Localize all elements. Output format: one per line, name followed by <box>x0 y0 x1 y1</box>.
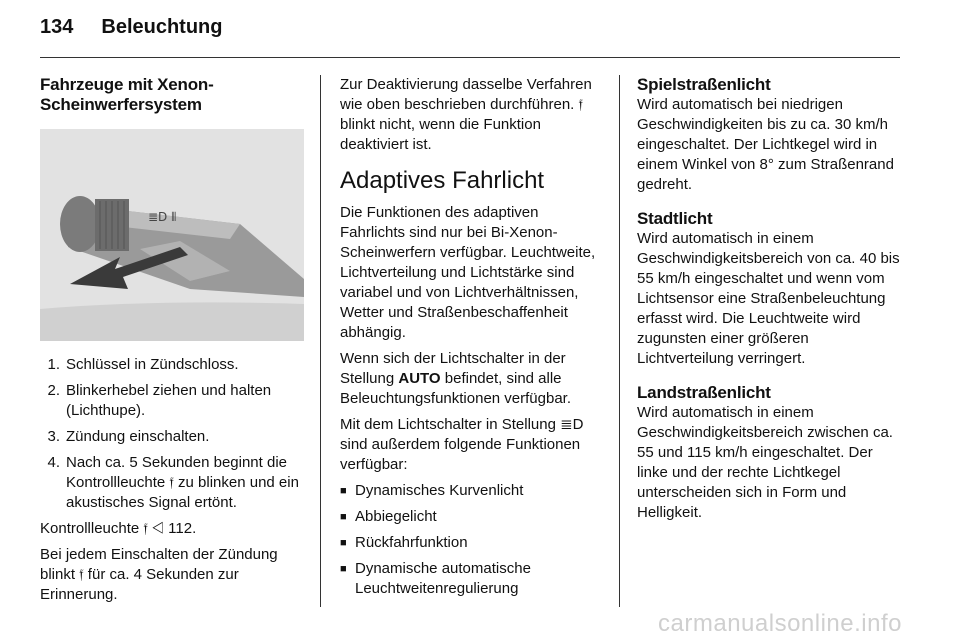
section-landstrasse <box>637 383 902 523</box>
column-2 <box>340 75 602 605</box>
column-divider-2 <box>619 75 620 607</box>
paragraph: Zur Deaktivierung dasselbe Verfahren wie oben beschrieben durchführen. 𝔣 blinkt nicht, wenn die Funktion deaktiviert ist. <box>340 76 592 153</box>
list-item: 1. Schlüssel in Zündschloss. <box>47 356 239 373</box>
paragraph: Bei jedem Einschalten der Zündung blinkt 𝔣 für ca. 4 Sekunden zur Erinnerung. <box>40 546 278 603</box>
svg-text:≣D ⦀: ≣D ⦀ <box>148 210 177 224</box>
column-3 <box>637 75 902 537</box>
list-item: 3. Zündung einschalten. <box>47 428 210 445</box>
list-item: 4. Nach ca. 5 Sekunden beginnt die Kontrollleuchte 𝔣 zu blinken und ein akustisches Signal ertönt. <box>47 454 299 511</box>
paragraph: Die Funktionen des adaptiven Fahrlichts sind nur bei Bi-Xenon-Scheinwerfern verfügbar. Leuchtweite, Lichtverteilung und Lichtstärke sind variabel und von Lichtverhältnissen, Wetter und Straßenbeschaffenheit abhängig. <box>340 204 596 341</box>
section-title: Landstraßenlicht <box>637 383 771 402</box>
list-item: ■ Dynamisches Kurvenlicht <box>340 481 602 501</box>
section-heading-xenon: Fahrzeuge mit Xenon-Scheinwerfersystem <box>40 75 214 114</box>
auto-label: AUTO <box>398 370 441 387</box>
lever-illustration <box>40 129 304 341</box>
section-title: Spielstraßenlicht <box>637 75 771 94</box>
paragraph: Mit dem Lichtschalter in Stellung ≣D sind außerdem folgende Funktionen verfügbar: <box>340 416 584 473</box>
section-stadtlicht <box>637 209 902 369</box>
reference-text: Kontrollleuchte 𝔣 ◁ 112. <box>40 520 197 537</box>
page-header <box>40 16 223 39</box>
section-text: Wird automatisch in einem Geschwindigkeitsbereich zwischen ca. 55 und 115 km/h eingeschaltet. Der linke und der rechte Lichtkegel unterscheiden sich in Form und Helligkeit. <box>637 404 893 521</box>
section-text: Wird automatisch bei niedrigen Geschwindigkeiten bis zu ca. 30 km/h eingeschaltet. Der Lichtkegel wird in einem Winkel von 8° zum Straßenrand gedreht. <box>637 96 894 193</box>
feature-list <box>340 481 602 599</box>
section-text: Wird automatisch in einem Geschwindigkeitsbereich von ca. 40 bis 55 km/h eingeschaltet und wenn vom Lichtsensor eine Straßenbeleuchtung erfasst wird. Die Leuchtweite wird zugunsten einer größeren Lichtverteilung verringert. <box>637 230 900 367</box>
column-1 <box>40 75 306 611</box>
list-item: 2. Blinkerhebel ziehen und halten (Lichthupe). <box>47 382 272 419</box>
step-list <box>40 355 306 513</box>
page-number: 134 <box>40 16 74 38</box>
turn-signal-lever-image <box>40 129 304 341</box>
section-title: Stadtlicht <box>637 209 713 228</box>
watermark: carmanualsonline.info <box>658 610 902 637</box>
list-item: ■ Dynamische automatische Leuchtweitenregulierung <box>340 559 602 599</box>
column-divider-1 <box>320 75 321 607</box>
page-title: Beleuchtung <box>101 16 223 38</box>
list-item: ■ Rückfahrfunktion <box>340 533 602 553</box>
list-item: ■ Abbiegelicht <box>340 507 602 527</box>
header-rule <box>40 57 900 58</box>
section-spielstrasse <box>637 75 902 195</box>
paragraph-auto: Wenn sich der Lichtschalter in der Stellung AUTO befindet, sind alle Beleuchtungsfunktionen verfügbar. <box>340 350 571 407</box>
section-heading-adaptive: Adaptives Fahrlicht <box>340 167 545 194</box>
